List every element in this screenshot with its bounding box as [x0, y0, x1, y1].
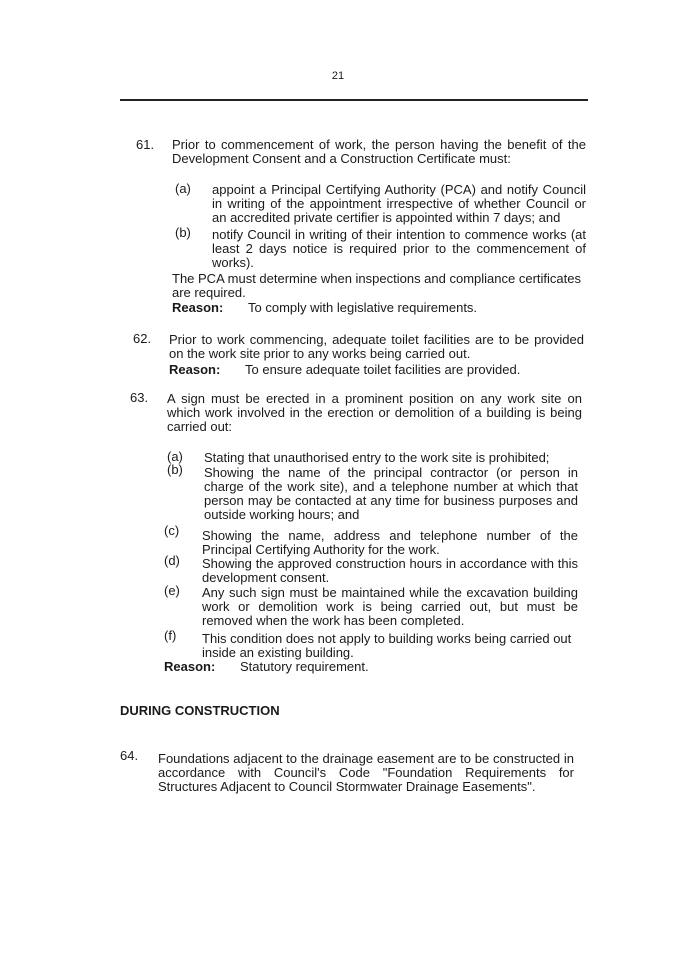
condition-61-item-b-text: notify Council in writing of their intention to commence works (at least 2 days notice is required prior to the commencement of works).	[212, 227, 586, 270]
condition-63-intro: A sign must be erected in a prominent position on any work site on which work involved in the erection or demolition of a building is being carried out:	[167, 391, 582, 434]
condition-64-number: 64.	[120, 748, 139, 763]
condition-62-intro: Prior to work commencing, adequate toilet facilities are to be provided on the work site prior to any works being carried out.	[169, 332, 584, 361]
header-rule	[120, 99, 588, 101]
page-number: 21	[331, 70, 345, 82]
condition-63-item-e-text: Any such sign must be maintained while the excavation building work or demolition work is being carried out, but must be removed when the work has been completed.	[202, 585, 578, 628]
section-heading: DURING CONSTRUCTION	[120, 703, 280, 718]
condition-63-item-b-label: (b)	[167, 462, 183, 477]
reason-text: Statutory requirement.	[240, 659, 369, 674]
condition-61-number: 61.	[136, 137, 155, 152]
reason-label: Reason:	[172, 300, 224, 315]
condition-63-item-c-label: (c)	[164, 523, 180, 538]
condition-62-reason	[169, 363, 584, 377]
condition-62-number: 62.	[133, 331, 152, 346]
condition-61-note: The PCA must determine when inspections and compliance certificates are required.	[172, 271, 581, 300]
condition-61-intro: Prior to commencement of work, the person having the benefit of the Development Consent and a Construction Certificate must:	[172, 137, 586, 166]
condition-63-item-b-text: Showing the name of the principal contractor (or person in charge of the work site), and a telephone number at which that person may be contacted at any time for business purposes and outside working hours; and	[204, 465, 578, 522]
condition-63-item-f-label: (f)	[164, 628, 177, 643]
condition-63-item-d-text: Showing the approved construction hours in accordance with this development consent.	[202, 556, 578, 585]
reason-label: Reason:	[164, 659, 216, 674]
condition-63-number: 63.	[130, 390, 149, 405]
condition-61-item-a-text: appoint a Principal Certifying Authority (PCA) and notify Council in writing of the appointment irrespective of whether Council or an accredited private certifier is appointed within 7 days; and	[212, 182, 586, 225]
condition-61-item-a-label: (a)	[175, 181, 191, 196]
condition-61-item-b-label: (b)	[175, 225, 191, 240]
condition-63-item-a-text: Stating that unauthorised entry to the work site is prohibited;	[204, 450, 550, 465]
reason-text: To ensure adequate toilet facilities are provided.	[245, 362, 521, 377]
condition-63-item-a-label: (a)	[167, 449, 183, 464]
reason-label: Reason:	[169, 362, 221, 377]
condition-63-item-f-text: This condition does not apply to building works being carried out inside an existing building.	[202, 631, 572, 660]
condition-63-reason	[164, 660, 578, 674]
condition-61-reason	[172, 301, 586, 315]
condition-63-item-d-label: (d)	[164, 553, 180, 568]
condition-63-item-c-text: Showing the name, address and telephone number of the Principal Certifying Authority for the work.	[202, 528, 578, 557]
condition-63-item-e-label: (e)	[164, 583, 180, 598]
reason-text: To comply with legislative requirements.	[248, 300, 478, 315]
condition-64-text: Foundations adjacent to the drainage easement are to be constructed in accordance with Council's Code "Foundation Requirements for Structures Adjacent to Council Stormwater Drainage Easements".	[158, 751, 574, 794]
